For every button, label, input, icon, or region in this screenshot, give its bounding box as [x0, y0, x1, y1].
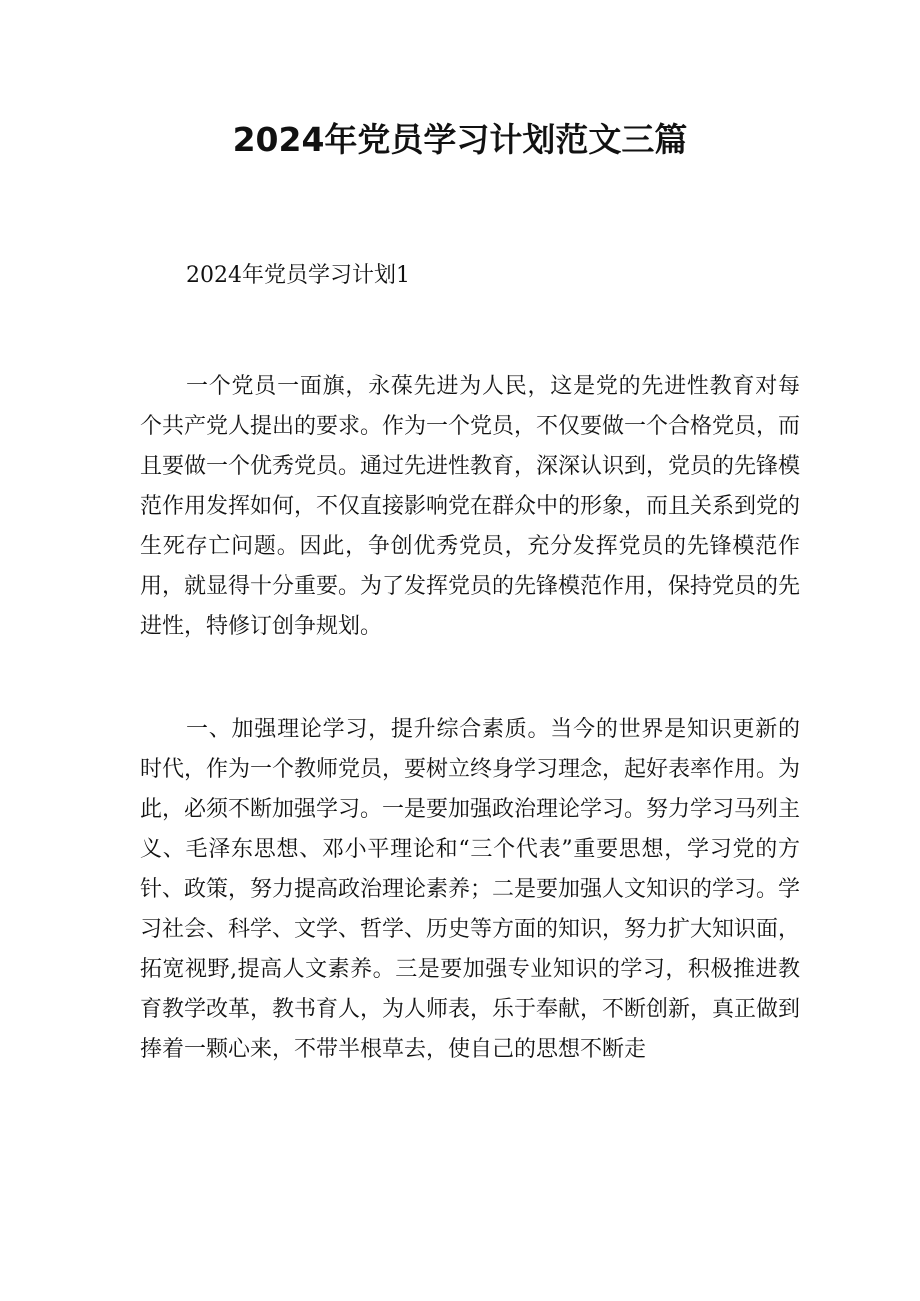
body-paragraph-1: 一个党员一面旗，永葆先进为人民，这是党的先进性教育对每个共产党人提出的要求。作为一个党员，不仅要做一个合格党员，而且要做一个优秀党员。通过先进性教育，深深认识到，党员的先锋模范作用发挥如何，不仅直接影响党在群众中的形象，而且关系到党的生死存亡问题。因此，争创优秀党员，充分发挥党员的先锋模范作用，就显得十分重要。为了发挥党员的先锋模范作用，保持党员的先进性，特修订创争规划。: [140, 374, 801, 639]
body-paragraph-2: 一、加强理论学习，提升综合素质。当今的世界是知识更新的时代，作为一个教师党员，要树立终身学习理念，起好表率作用。为此，必须不断加强学习。一是要加强政治理论学习。努力学习马列主义、毛泽东思想、邓小平理论和“三个代表”重要思想，学习党的方针、政策，努力提高政治理论素养；二是要加强人文知识的学习。学习社会、科学、文学、哲学、历史等方面的知识，努力扩大知识面，拓宽视野,提高人文素养。三是要加强专业知识的学习，积极推进教育教学改革，教书育人，为人师表，乐于奉献，不断创新，真正做到捧着一颗心来，不带半根草去，使自己的思想不断走: [140, 717, 801, 1062]
section-heading: 2024年党员学习计划1: [186, 263, 410, 288]
document-title: 2024年党员学习计划范文三篇: [232, 120, 688, 159]
